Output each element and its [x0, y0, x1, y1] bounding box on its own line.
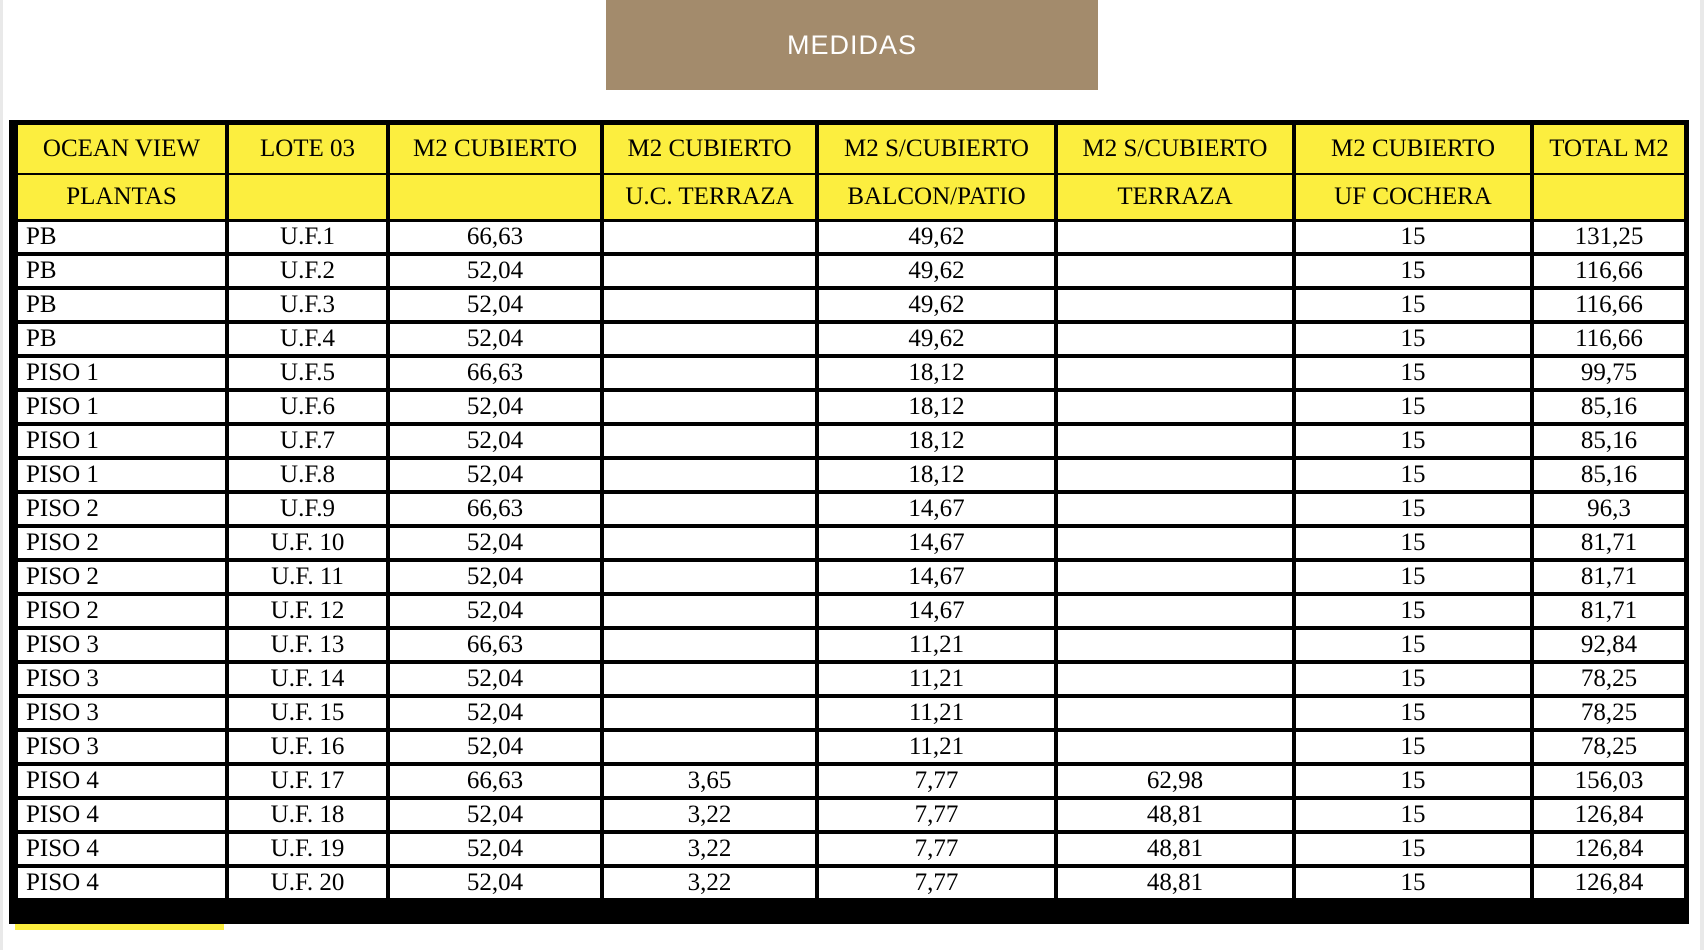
table-cell: 62,98 — [1056, 764, 1294, 798]
table-cell: 52,04 — [388, 322, 602, 356]
header-cell — [388, 174, 602, 221]
table-cell — [602, 560, 817, 594]
table-row — [16, 390, 1686, 424]
table-cell: 15 — [1294, 866, 1532, 898]
table-cell: PISO 3 — [16, 662, 227, 696]
table-cell: 7,77 — [817, 832, 1056, 866]
table-cell — [602, 594, 817, 628]
table-row — [16, 424, 1686, 458]
table-cell — [1056, 458, 1294, 492]
table-cell: 15 — [1294, 492, 1532, 526]
table-cell: 15 — [1294, 696, 1532, 730]
table-cell — [1056, 526, 1294, 560]
table-cell: 52,04 — [388, 832, 602, 866]
table-cell — [602, 628, 817, 662]
header-cell: M2 S/CUBIERTO — [817, 125, 1056, 174]
table-cell: 126,84 — [1532, 832, 1686, 866]
table-row — [16, 221, 1686, 255]
table-cell — [1056, 424, 1294, 458]
table-cell: 52,04 — [388, 730, 602, 764]
table-cell: PISO 2 — [16, 594, 227, 628]
table-cell: PISO 2 — [16, 492, 227, 526]
table-row — [16, 356, 1686, 390]
table-cell: 11,21 — [817, 662, 1056, 696]
table-cell: 52,04 — [388, 458, 602, 492]
table-row — [16, 560, 1686, 594]
table-cell: U.F.6 — [227, 390, 388, 424]
table-cell — [1056, 356, 1294, 390]
table-cell: 52,04 — [388, 594, 602, 628]
measures-table — [14, 125, 1688, 898]
table-cell: 15 — [1294, 832, 1532, 866]
table-cell — [602, 662, 817, 696]
table-cell: U.F.9 — [227, 492, 388, 526]
header-cell: PLANTAS — [16, 174, 227, 221]
header-cell: M2 CUBIERTO — [602, 125, 817, 174]
table-cell: U.F.8 — [227, 458, 388, 492]
table-cell: PISO 4 — [16, 866, 227, 898]
table-cell: 48,81 — [1056, 832, 1294, 866]
table-cell — [602, 288, 817, 322]
header-cell: TERRAZA — [1056, 174, 1294, 221]
table-row — [16, 322, 1686, 356]
table-cell: 3,22 — [602, 798, 817, 832]
table-cell: U.F.1 — [227, 221, 388, 255]
table-cell: 66,63 — [388, 221, 602, 255]
table-cell: 116,66 — [1532, 288, 1686, 322]
table-cell: 11,21 — [817, 696, 1056, 730]
table-row — [16, 628, 1686, 662]
table-cell: U.F. 19 — [227, 832, 388, 866]
table-cell: 18,12 — [817, 356, 1056, 390]
table-cell: 49,62 — [817, 288, 1056, 322]
table-cell: 52,04 — [388, 526, 602, 560]
table-cell — [1056, 696, 1294, 730]
table-cell: 78,25 — [1532, 730, 1686, 764]
table-row — [16, 696, 1686, 730]
table-cell: 48,81 — [1056, 798, 1294, 832]
table-cell: PB — [16, 221, 227, 255]
table-cell — [602, 696, 817, 730]
table-cell: 7,77 — [817, 798, 1056, 832]
table-cell: 96,3 — [1532, 492, 1686, 526]
table-cell: PISO 1 — [16, 424, 227, 458]
table-cell — [602, 356, 817, 390]
table-cell: 11,21 — [817, 628, 1056, 662]
header-row-1 — [16, 125, 1686, 174]
table-cell: U.F.5 — [227, 356, 388, 390]
table-row — [16, 798, 1686, 832]
table-cell: 52,04 — [388, 696, 602, 730]
table-cell: U.F. 20 — [227, 866, 388, 898]
table-cell: 14,67 — [817, 560, 1056, 594]
table-cell: 85,16 — [1532, 390, 1686, 424]
table-cell — [602, 322, 817, 356]
table-row — [16, 832, 1686, 866]
header-cell: UF COCHERA — [1294, 174, 1532, 221]
table-row — [16, 662, 1686, 696]
table-cell: 49,62 — [817, 254, 1056, 288]
table-cell — [602, 526, 817, 560]
table-cell — [1056, 594, 1294, 628]
header-cell: M2 S/CUBIERTO — [1056, 125, 1294, 174]
header-cell: LOTE 03 — [227, 125, 388, 174]
table-cell: 81,71 — [1532, 526, 1686, 560]
table-cell — [1056, 730, 1294, 764]
table-cell: 15 — [1294, 322, 1532, 356]
table-cell — [1056, 560, 1294, 594]
table-cell: PISO 4 — [16, 798, 227, 832]
table-cell: 15 — [1294, 594, 1532, 628]
measures-table-frame — [9, 120, 1689, 924]
header-cell: M2 CUBIERTO — [388, 125, 602, 174]
table-cell: 66,63 — [388, 764, 602, 798]
table-row — [16, 492, 1686, 526]
table-cell: 78,25 — [1532, 696, 1686, 730]
table-cell: PISO 3 — [16, 696, 227, 730]
table-cell: 85,16 — [1532, 424, 1686, 458]
table-cell: PISO 1 — [16, 356, 227, 390]
table-cell — [1056, 492, 1294, 526]
table-row — [16, 730, 1686, 764]
table-cell: 156,03 — [1532, 764, 1686, 798]
table-cell: PISO 4 — [16, 832, 227, 866]
table-cell: U.F.4 — [227, 322, 388, 356]
table-cell: PB — [16, 288, 227, 322]
table-cell: PISO 1 — [16, 390, 227, 424]
header-cell: U.C. TERRAZA — [602, 174, 817, 221]
table-cell — [1056, 628, 1294, 662]
table-row — [16, 594, 1686, 628]
table-cell — [602, 458, 817, 492]
table-cell: 15 — [1294, 526, 1532, 560]
table-cell: PISO 4 — [16, 764, 227, 798]
header-cell: BALCON/PATIO — [817, 174, 1056, 221]
table-cell — [602, 254, 817, 288]
table-cell: 78,25 — [1532, 662, 1686, 696]
header-row-2 — [16, 174, 1686, 221]
table-cell: 52,04 — [388, 866, 602, 898]
table-cell: 116,66 — [1532, 322, 1686, 356]
table-cell: 66,63 — [388, 356, 602, 390]
table-cell: 15 — [1294, 798, 1532, 832]
table-cell: PISO 3 — [16, 730, 227, 764]
table-cell: 7,77 — [817, 764, 1056, 798]
table-cell: 49,62 — [817, 322, 1056, 356]
table-cell: 15 — [1294, 221, 1532, 255]
table-cell — [1056, 288, 1294, 322]
left-edge — [0, 0, 3, 950]
table-cell: 15 — [1294, 356, 1532, 390]
table-cell: 126,84 — [1532, 866, 1686, 898]
table-cell: PISO 1 — [16, 458, 227, 492]
table-cell: 49,62 — [817, 221, 1056, 255]
yellow-strip — [15, 924, 224, 930]
table-cell: U.F.2 — [227, 254, 388, 288]
table-cell — [602, 390, 817, 424]
table-cell: U.F. 15 — [227, 696, 388, 730]
table-cell: 15 — [1294, 764, 1532, 798]
table-cell: U.F. 17 — [227, 764, 388, 798]
table-cell: 99,75 — [1532, 356, 1686, 390]
table-cell: 66,63 — [388, 628, 602, 662]
table-cell: 15 — [1294, 254, 1532, 288]
table-cell: U.F. 12 — [227, 594, 388, 628]
table-cell: 15 — [1294, 458, 1532, 492]
header-cell — [227, 174, 388, 221]
table-cell: 126,84 — [1532, 798, 1686, 832]
header-cell: TOTAL M2 — [1532, 125, 1686, 174]
table-cell: 48,81 — [1056, 866, 1294, 898]
table-cell: 14,67 — [817, 492, 1056, 526]
table-cell: 52,04 — [388, 798, 602, 832]
table-cell: U.F. 11 — [227, 560, 388, 594]
table-row — [16, 254, 1686, 288]
medidas-banner: MEDIDAS — [606, 0, 1098, 90]
table-cell: 18,12 — [817, 458, 1056, 492]
table-cell: 15 — [1294, 662, 1532, 696]
table-cell: U.F. 14 — [227, 662, 388, 696]
table-cell: PISO 2 — [16, 526, 227, 560]
table-cell: 92,84 — [1532, 628, 1686, 662]
table-cell: PB — [16, 254, 227, 288]
table-cell: 116,66 — [1532, 254, 1686, 288]
table-cell: 52,04 — [388, 288, 602, 322]
table-cell: 14,67 — [817, 526, 1056, 560]
table-cell: 18,12 — [817, 424, 1056, 458]
table-row — [16, 764, 1686, 798]
right-edge — [1700, 0, 1704, 950]
table-cell — [602, 492, 817, 526]
header-cell — [1532, 174, 1686, 221]
table-row — [16, 526, 1686, 560]
table-cell: PISO 3 — [16, 628, 227, 662]
table-cell: 15 — [1294, 730, 1532, 764]
table-cell — [1056, 662, 1294, 696]
table-cell: 7,77 — [817, 866, 1056, 898]
table-cell: 131,25 — [1532, 221, 1686, 255]
table-row — [16, 866, 1686, 898]
table-cell — [1056, 254, 1294, 288]
table-cell: 18,12 — [817, 390, 1056, 424]
table-cell: U.F. 10 — [227, 526, 388, 560]
table-cell: 81,71 — [1532, 560, 1686, 594]
table-cell: 85,16 — [1532, 458, 1686, 492]
table-cell: PB — [16, 322, 227, 356]
table-cell: 52,04 — [388, 560, 602, 594]
table-cell: 3,22 — [602, 832, 817, 866]
table-cell: U.F.3 — [227, 288, 388, 322]
table-row — [16, 458, 1686, 492]
table-cell: 15 — [1294, 560, 1532, 594]
table-cell — [602, 424, 817, 458]
table-cell: 52,04 — [388, 254, 602, 288]
header-cell: M2 CUBIERTO — [1294, 125, 1532, 174]
table-cell — [1056, 322, 1294, 356]
table-cell: U.F. 13 — [227, 628, 388, 662]
table-cell: 15 — [1294, 424, 1532, 458]
table-cell: 52,04 — [388, 390, 602, 424]
table-cell: U.F. 18 — [227, 798, 388, 832]
table-body — [16, 221, 1686, 899]
table-cell: 52,04 — [388, 662, 602, 696]
table-cell: 11,21 — [817, 730, 1056, 764]
table-cell: 81,71 — [1532, 594, 1686, 628]
table-cell: 15 — [1294, 288, 1532, 322]
table-cell: U.F. 16 — [227, 730, 388, 764]
table-cell: 15 — [1294, 628, 1532, 662]
header-cell: OCEAN VIEW — [16, 125, 227, 174]
table-cell: 15 — [1294, 390, 1532, 424]
table-cell — [1056, 390, 1294, 424]
table-cell — [602, 221, 817, 255]
table-cell: 66,63 — [388, 492, 602, 526]
table-cell: 3,22 — [602, 866, 817, 898]
table-cell: 14,67 — [817, 594, 1056, 628]
table-row — [16, 288, 1686, 322]
table-cell: 52,04 — [388, 424, 602, 458]
table-cell — [602, 730, 817, 764]
table-cell: PISO 2 — [16, 560, 227, 594]
table-cell — [1056, 221, 1294, 255]
table-cell: 3,65 — [602, 764, 817, 798]
table-cell: U.F.7 — [227, 424, 388, 458]
